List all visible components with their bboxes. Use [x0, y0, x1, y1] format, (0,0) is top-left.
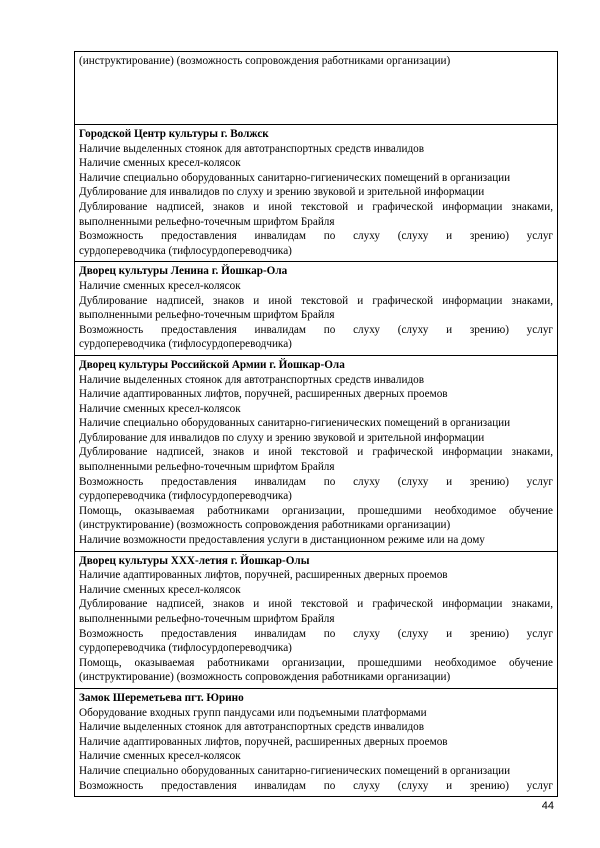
feature-line: Дублирование надписей, знаков и иной текстовой и графической информации знаками,: [79, 446, 553, 459]
table-row: [75, 688, 558, 796]
feature-line: Помощь, оказываемая работниками организации, прошедшими необходимое обучение: [79, 504, 553, 517]
feature-line: Наличие адаптированных лифтов, поручней, расширенных дверных проемов: [79, 569, 448, 582]
feature-line: выполненными рельефно-точечным шрифтом Брайля: [79, 309, 335, 322]
feature-line: выполненными рельефно-точечным шрифтом Брайля: [79, 215, 335, 228]
organization-title: Дворец культуры Российской Армии г. Йошкар-Ола: [79, 358, 345, 371]
table-row: [75, 125, 558, 262]
feature-line: Наличие специально оборудованных санитарно-гигиенических помещений в организации: [79, 417, 511, 430]
feature-line: выполненными рельефно-точечным шрифтом Брайля: [79, 461, 335, 474]
feature-line: Возможность предоставления инвалидам по слуху (слуху и зрению) услуг: [79, 627, 553, 640]
organization-cell: [75, 688, 558, 796]
table-row: [75, 355, 558, 551]
organization-cell: [75, 355, 558, 551]
feature-line: (инструктирование) (возможность сопровождения работниками организации): [79, 519, 451, 532]
feature-line: Наличие возможности предоставления услуги в дистанционном режиме или на дому: [79, 534, 485, 547]
feature-line: Возможность предоставления инвалидам по слуху (слуху и зрению) услуг: [79, 230, 553, 243]
feature-line: Дублирование для инвалидов по слуху и зрению звуковой и зрительной информации: [79, 186, 485, 199]
organization-title: Городской Центр культуры г. Волжск: [79, 128, 269, 140]
feature-line: сурдопереводчика (тифлосурдопереводчика): [79, 642, 292, 655]
organization-cell: [75, 551, 558, 688]
feature-line: Наличие сменных кресел-колясок: [79, 583, 241, 596]
feature-line: Дублирование надписей, знаков и иной текстовой и графической информации знаками,: [79, 200, 553, 213]
feature-line: Дублирование надписей, знаков и иной текстовой и графической информации знаками,: [79, 598, 553, 611]
feature-line: сурдопереводчика (тифлосурдопереводчика): [79, 244, 292, 257]
table-row: [75, 262, 558, 356]
feature-line: выполненными рельефно-точечным шрифтом Брайля: [79, 613, 335, 625]
feature-line: Наличие сменных кресел-колясок: [79, 157, 241, 170]
table-row: [75, 52, 558, 125]
feature-line: Возможность предоставления инвалидам по слуху (слуху и зрению) услуг: [79, 779, 553, 792]
feature-line: Наличие адаптированных лифтов, поручней, расширенных дверных проемов: [79, 735, 448, 748]
organization-title: Дворец культуры Ленина г. Йошкар-Ола: [79, 265, 288, 278]
feature-line: Возможность предоставления инвалидам по слуху (слуху и зрению) услуг: [79, 475, 553, 488]
feature-line: Наличие адаптированных лифтов, поручней, расширенных дверных проемов: [79, 388, 448, 401]
feature-line: Наличие выделенных стоянок для автотранспортных средств инвалидов: [79, 721, 425, 734]
feature-line: (инструктирование) (возможность сопровождения работниками организации): [79, 671, 451, 684]
feature-line: сурдопереводчика (тифлосурдопереводчика): [79, 490, 292, 503]
organization-cell: [75, 262, 558, 356]
feature-line: Оборудование входных групп пандусами или подъемными платформами: [79, 706, 427, 719]
feature-line: Наличие сменных кресел-колясок: [79, 279, 241, 292]
organization-cell: [75, 52, 558, 125]
feature-line: Наличие специально оборудованных санитарно-гигиенических помещений в организации: [79, 764, 511, 777]
organization-cell: [75, 125, 558, 262]
feature-line: (инструктирование) (возможность сопровождения работниками организации): [79, 55, 451, 67]
table-row: [75, 551, 558, 688]
table-body: [75, 52, 558, 797]
feature-line: Наличие сменных кресел-колясок: [79, 750, 241, 763]
accessibility-table: [74, 51, 558, 797]
organization-title: Дворец культуры XXX-летия г. Йошкар-Олы: [79, 554, 310, 567]
feature-line: Наличие выделенных стоянок для автотранспортных средств инвалидов: [79, 373, 425, 386]
feature-line: сурдопереводчика (тифлосурдопереводчика): [79, 338, 292, 351]
feature-line: Наличие специально оборудованных санитарно-гигиенических помещений в организации: [79, 171, 511, 184]
organization-title: Замок Шереметьева пгт. Юрино: [79, 691, 244, 704]
feature-line: Возможность предоставления инвалидам по слуху (слуху и зрению) услуг: [79, 323, 553, 336]
feature-line: Наличие сменных кресел-колясок: [79, 402, 241, 415]
feature-line: Помощь, оказываемая работниками организации, прошедшими необходимое обучение: [79, 656, 553, 669]
feature-line: Наличие выделенных стоянок для автотранспортных средств инвалидов: [79, 142, 425, 155]
feature-line: Дублирование для инвалидов по слуху и зрению звуковой и зрительной информации: [79, 431, 485, 444]
feature-line: Дублирование надписей, знаков и иной текстовой и графической информации знаками,: [79, 294, 553, 307]
page-number: 44: [541, 800, 554, 812]
